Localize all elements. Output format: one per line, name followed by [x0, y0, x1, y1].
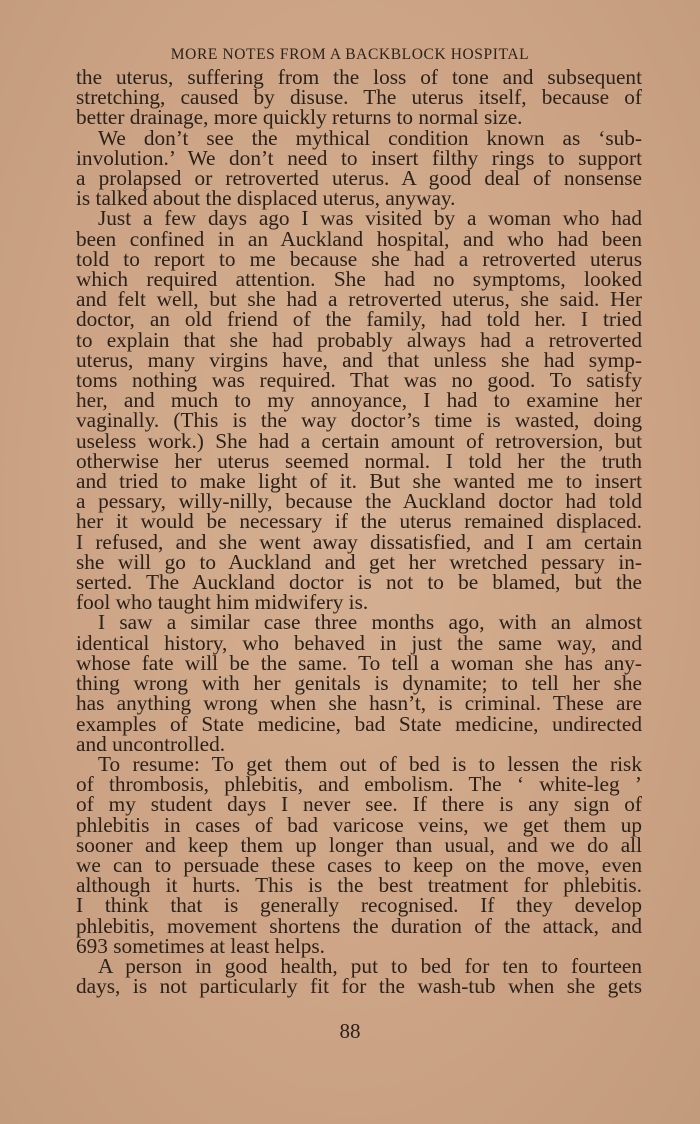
text-line: 693 sometimes at least helps.	[76, 933, 326, 958]
text-line: identical history, who behaved in just the same way, and	[76, 630, 642, 655]
text-line: her it would be necessary if the uterus remained displaced.	[76, 509, 642, 534]
text-line: sooner and keep them up longer than usual, and we do all	[76, 832, 642, 857]
text-line: has anything wrong when she hasn’t, is criminal. These are	[76, 691, 642, 716]
text-line: days, is not particularly fit for the wash-tub when she gets	[76, 974, 642, 999]
body-text	[76, 65, 642, 999]
text-line: we can to persuade these cases to keep on the move, even	[76, 852, 642, 877]
text-line: and tried to make light of it. But she wanted me to insert	[76, 469, 642, 494]
text-line: toms nothing was required. That was no good. To satisfy	[76, 368, 642, 393]
text-line: stretching, caused by disuse. The uterus itself, because of	[76, 85, 642, 110]
text-line: a prolapsed or retroverted uterus. A good deal of nonsense	[76, 166, 642, 191]
text-line: uterus, many virgins have, and that unless she had symp-	[76, 347, 642, 372]
text-line: which required attention. She had no symptoms, looked	[76, 267, 642, 292]
text-line: and uncontrolled.	[76, 731, 226, 756]
text-line: phlebitis in cases of bad varicose veins, we get them up	[76, 812, 642, 837]
text-line: of my student days I never see. If there is any sign of	[76, 792, 642, 817]
text-line: involution.’ We don’t need to insert filthy rings to support	[76, 145, 642, 170]
text-line: to explain that she had probably always had a retroverted	[76, 327, 642, 352]
text-line: otherwise her uterus seemed normal. I told her the truth	[76, 448, 642, 473]
text-line: vaginally. (This is the way doctor’s time is wasted, doing	[76, 408, 642, 433]
text-line: doctor, an old friend of the family, had told her. I tried	[76, 307, 642, 332]
text-line: I refused, and she went away dissatisfied, and I am certain	[76, 529, 642, 554]
paragraph	[76, 953, 642, 999]
paragraph	[76, 206, 642, 615]
paragraph	[76, 610, 642, 756]
text-line: fool who taught him midwifery is.	[76, 590, 369, 615]
text-line: better drainage, more quickly returns to normal size.	[76, 105, 523, 130]
text-line: been confined in an Auckland hospital, and who had been	[76, 226, 642, 251]
text-line: her, and much to my annoyance, I had to examine her	[76, 388, 642, 413]
running-head: MORE NOTES FROM A BACKBLOCK HOSPITAL	[170, 46, 530, 63]
text-line: A person in good health, put to bed for ten to fourteen	[98, 953, 642, 978]
text-line: she will go to Auckland and get her wretched pessary in-	[76, 549, 642, 574]
paragraph	[76, 67, 642, 128]
text-line: thing wrong with her genitals is dynamite; to tell her she	[76, 671, 642, 696]
text-line: Just a few days ago I was visited by a woman who had	[98, 206, 642, 231]
page-number: 88	[339, 1019, 361, 1043]
text-line: is talked about the displaced uterus, anyway.	[76, 186, 456, 211]
text-line: useless work.) She had a certain amount of retroversion, but	[76, 428, 642, 453]
text-line: We don’t see the mythical condition known as ‘sub-	[98, 125, 642, 150]
text-line: and felt well, but she had a retroverted uterus, she said. Her	[76, 287, 642, 312]
text-line: examples of State medicine, bad State medicine, undirected	[76, 711, 642, 736]
text-line: of thrombosis, phlebitis, and embolism. The ‘ white-leg ’	[76, 772, 642, 797]
text-line: serted. The Auckland doctor is not to be blamed, but the	[76, 570, 642, 595]
text-line: phlebitis, movement shortens the duration of the attack, and	[76, 913, 642, 938]
paragraph	[76, 751, 642, 958]
text-line: the uterus, suffering from the loss of tone and subsequent	[76, 65, 642, 89]
text-line: a pessary, willy-nilly, because the Auckland doctor had told	[76, 489, 642, 514]
text-line: although it hurts. This is the best treatment for phlebitis.	[76, 873, 642, 898]
text-line: I think that is generally recognised. If they develop	[76, 893, 642, 918]
text-line: whose fate will be the same. To tell a woman she has any-	[76, 650, 642, 675]
paragraph	[76, 125, 642, 211]
text-line: told to report to me because she had a retroverted uterus	[76, 246, 642, 271]
text-line: I saw a similar case three months ago, with an almost	[98, 610, 642, 635]
text-line: To resume: To get them out of bed is to lessen the risk	[98, 751, 642, 776]
